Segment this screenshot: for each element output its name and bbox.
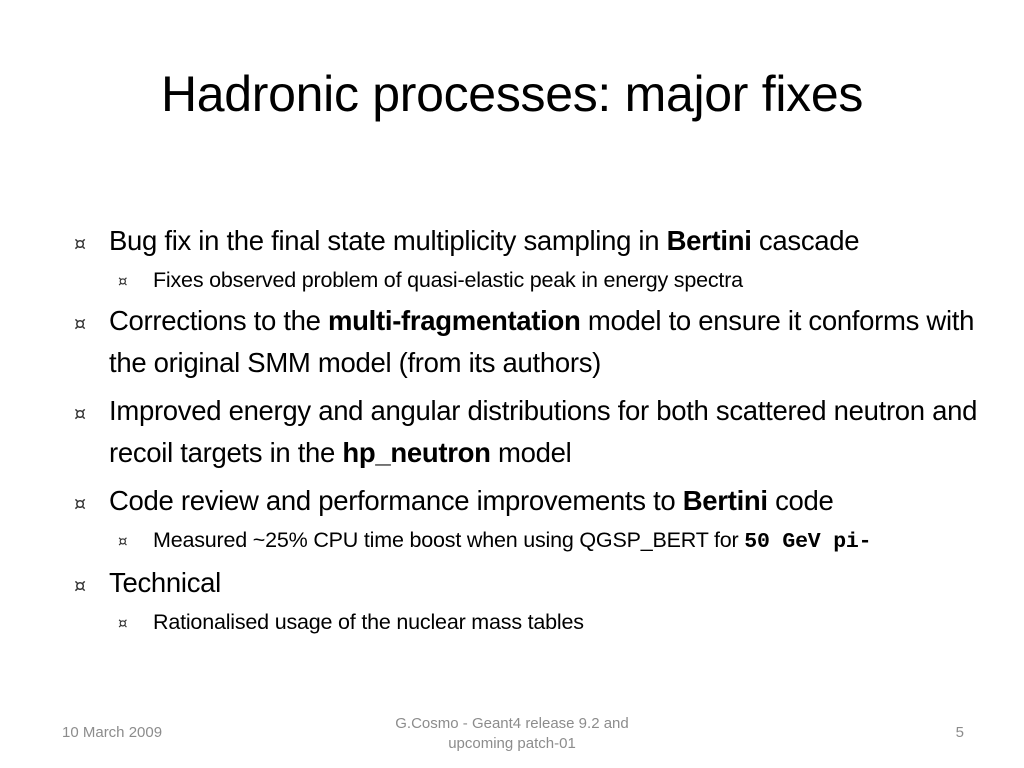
sub-bullet-text: Rationalised usage of the nuclear mass tables [153,610,584,634]
bullet-bold-text: Bertini [666,225,752,256]
bullet-text: Improved energy and angular distributions for both scattered neutron and recoil targets in the [109,395,978,468]
bullet-text: model [490,437,572,468]
bullet-text: model to ensure it conforms with the original SMM model (from its authors) [109,305,975,378]
bullet-text: Corrections to the [109,305,328,336]
bullet-item [74,562,994,604]
bullet-text: Technical [109,567,221,598]
bullet-bold-text: hp_neutron [342,437,491,468]
footer-page-number: 5 [955,724,964,741]
bullet-icon: ¤ [74,493,86,515]
bullet-icon: ¤ [74,313,86,335]
sub-bullet-code-text: 50 GeV pi- [744,530,872,554]
bullet-text: Code review and performance improvements to [109,485,683,516]
footer-center [370,714,654,754]
sub-bullet-item [118,606,994,638]
footer-date: 10 March 2009 [62,724,163,741]
bullet-icon: ¤ [74,233,86,255]
bullet-text: cascade [751,225,860,256]
sub-bullet-text: Measured ~25% CPU time boost when using QGSP_BERT for [153,528,745,552]
bullet-text: Bug fix in the final state multiplicity sampling in [109,225,667,256]
sub-bullet-item [118,524,994,558]
bullet-icon: ¤ [118,532,128,550]
bullet-icon: ¤ [118,272,128,290]
bullet-bold-text: multi-fragmentation [328,305,581,336]
bullet-item [74,220,994,262]
sub-bullet-text: Fixes observed problem of quasi-elastic peak in energy spectra [153,268,743,292]
bullet-icon: ¤ [118,614,128,632]
sub-bullet-item [118,264,994,296]
bullet-icon: ¤ [74,403,86,425]
bullet-icon: ¤ [74,575,86,597]
bullet-item [74,300,994,384]
slide-body [74,220,994,642]
bullet-bold-text: Bertini [682,485,768,516]
bullet-item [74,480,994,522]
bullet-text: code [767,485,834,516]
slide-title: Hadronic processes: major fixes [160,66,864,122]
bullet-item [74,390,994,474]
footer-center-line-1: G.Cosmo - Geant4 release 9.2 and [395,715,629,732]
footer-center-line-2: upcoming patch-01 [448,735,576,752]
